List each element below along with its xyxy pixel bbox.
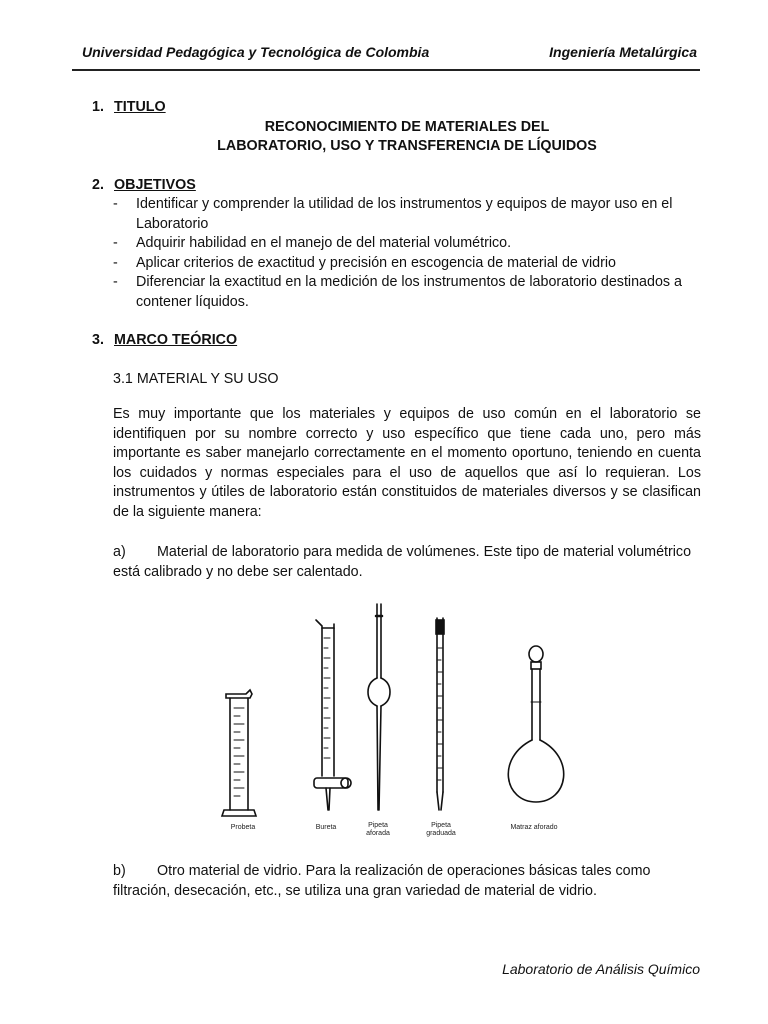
- objectives-list: [113, 195, 703, 312]
- list-item: - Adquirir habilidad en el manejo de del material volumétrico.: [113, 234, 703, 254]
- item-a: a) Material de laboratorio para medida de volúmenes. Este tipo de material volumétrico está calibrado y no debe ser calentado.: [113, 544, 692, 580]
- item-b: b) Otro material de vidrio. Para la realización de operaciones básicas tales como filtración, desecación, etc., se utiliza una gran variedad de material de vidrio.: [113, 863, 651, 899]
- glassware-illustration: [196, 598, 586, 846]
- document-title-line-2: LABORATORIO, USO Y TRANSFERENCIA DE LÍQUIDOS: [217, 138, 597, 154]
- program-name: Ingeniería Metalúrgica: [549, 44, 697, 60]
- pipeta-aforada-icon: [368, 604, 390, 810]
- matraz-aforado-icon: [508, 646, 563, 802]
- section-label: TITULO: [114, 99, 166, 115]
- list-item: - Aplicar criterios de exactitud y precisión en escogencia de material de vidrio: [113, 254, 703, 274]
- caption-matraz-aforado: Matraz aforado: [510, 824, 558, 831]
- page-header: [72, 44, 700, 64]
- list-item: - Identificar y comprender la utilidad de los instrumentos y equipos de mayor uso en el Laboratorio: [113, 195, 703, 234]
- probeta-icon: [222, 690, 256, 816]
- bureta-icon: [314, 620, 351, 810]
- pipeta-graduada-icon: [436, 618, 444, 810]
- section-label: MARCO TEÓRICO: [114, 332, 238, 348]
- body-paragraph: Es muy importante que los materiales y equipos de uso común en el laboratorio se identifiquen por su nombre correcto y uso específico que tiene cada uno, pero más importante es saber manejarlo correctamente en el momento oportuno, teniendo en cuenta los cuidados y normas especiales para el uso de aquellos que así lo requieran. Los instrumentos y útiles de laboratorio están constituidos de materiales diversos y se clasifican de la siguiente manera:: [113, 406, 701, 520]
- university-name: Universidad Pedagógica y Tecnológica de Colombia: [82, 44, 430, 60]
- section-marco-heading: 3. MARCO TEÓRICO: [92, 332, 238, 348]
- page-footer: Laboratorio de Análisis Químico: [502, 961, 700, 977]
- section-objetivos-heading: 2. OBJETIVOS: [92, 177, 196, 193]
- section-label: OBJETIVOS: [114, 177, 196, 193]
- caption-pipeta-aforada: Pipeta aforada: [366, 822, 390, 837]
- caption-bureta: Bureta: [315, 824, 337, 831]
- glassware-figure: [196, 598, 586, 846]
- list-item: - Diferenciar la exactitud en la medición de los instrumentos de laboratorio destinados a contener líquidos.: [113, 273, 703, 312]
- document-title-line-1: RECONOCIMIENTO DE MATERIALES DEL: [264, 119, 550, 135]
- section-titulo-heading: 1. TITULO: [92, 99, 166, 115]
- subsection-heading: 3.1 MATERIAL Y SU USO: [113, 371, 279, 387]
- caption-probeta: Probeta: [230, 824, 256, 831]
- header-divider: [72, 69, 700, 71]
- caption-pipeta-graduada: Pipeta graduada: [426, 822, 456, 837]
